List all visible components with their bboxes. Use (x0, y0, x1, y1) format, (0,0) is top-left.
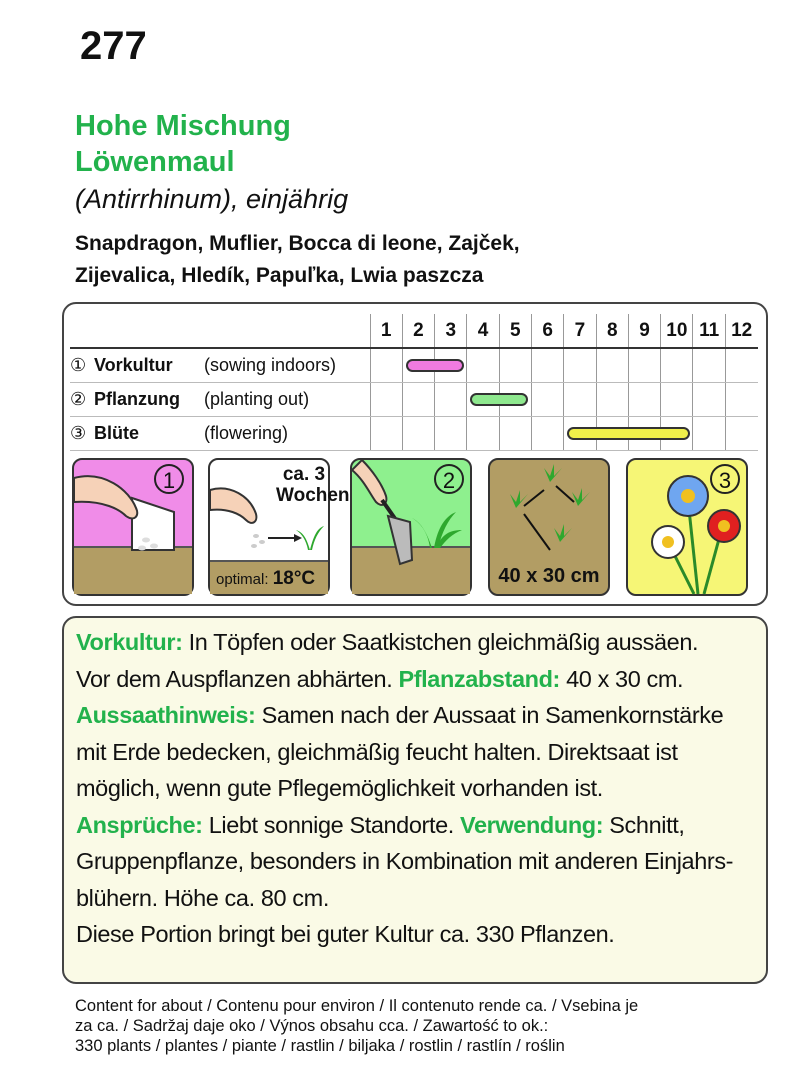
month-4: 4 (467, 314, 499, 348)
month-5: 5 (499, 314, 531, 348)
title-line1: Hohe Mischung (75, 110, 291, 142)
calendar-header-row (70, 314, 758, 348)
calendar-row-pflanzung (70, 382, 758, 416)
row-label-en: (planting out) (204, 388, 310, 409)
month-10: 10 (661, 314, 693, 348)
footer-line: 330 plants / plantes / piante / rastlin / biljaka / rostlin / rastlín / roślin (75, 1037, 565, 1055)
month-6: 6 (531, 314, 563, 348)
bar-vorkultur (406, 359, 464, 372)
month-12: 12 (725, 314, 757, 348)
optimal-temperature: optimal: 18°C (216, 568, 316, 589)
info-line: Vorkultur: In Töpfen oder Saatkistchen gleichmäßig aussäen. (76, 629, 699, 655)
product-number: 277 (80, 24, 147, 68)
step-number: ① (70, 354, 87, 375)
calendar-corner (70, 314, 370, 348)
weeks-label: ca. 3 Wochen (276, 464, 350, 506)
info-line: möglich, wenn gute Pflegemöglichkeit vorhanden ist. (76, 775, 603, 801)
row-label: Pflanzung (94, 388, 180, 409)
step-badge: 1 (154, 464, 184, 494)
latin-name: (Antirrhinum), einjährig (75, 184, 349, 214)
bar-pflanzung (470, 393, 528, 406)
info-box (62, 616, 768, 984)
step-number: ③ (70, 422, 87, 443)
content-footer (75, 996, 775, 1056)
pictogram-germination (208, 458, 350, 596)
pictogram-sowing (72, 458, 194, 596)
info-line: Aussaathinweis: Samen nach der Aussaat in Samenkornstärke (76, 702, 724, 728)
pictogram-flowering (626, 458, 748, 596)
row-label-en: (flowering) (204, 422, 289, 443)
row-label: Vorkultur (94, 354, 173, 375)
footer-line: za ca. / Sadržaj daje oko / Výnos obsahu cca. / Zawartość to ok.: (75, 1017, 549, 1035)
month-3: 3 (435, 314, 467, 348)
step-number: ② (70, 388, 87, 409)
footer-line: Content for about / Contenu pour environ / Il contenuto rende ca. / Vsebina je (75, 997, 639, 1015)
month-1: 1 (370, 314, 402, 348)
info-line: Diese Portion bringt bei guter Kultur ca. 330 Pflanzen. (76, 921, 615, 947)
common-names-line1: Snapdragon, Muflier, Bocca di leone, Zajček, (75, 232, 520, 255)
info-line: Ansprüche: Liebt sonnige Standorte. Verwendung: Schnitt, (76, 811, 685, 838)
month-2: 2 (402, 314, 434, 348)
pictogram-planting (350, 458, 472, 596)
step-badge: 3 (710, 464, 740, 494)
bar-bluete (567, 427, 690, 440)
step-badge: 2 (434, 464, 464, 494)
month-7: 7 (564, 314, 596, 348)
info-line: blühern. Höhe ca. 80 cm. (76, 884, 329, 911)
title-line2: Löwenmaul (75, 146, 235, 178)
month-9: 9 (628, 314, 660, 348)
info-line: mit Erde bedecken, gleichmäßig feucht halten. Direktsaat ist (76, 738, 678, 765)
month-11: 11 (693, 314, 725, 348)
info-line: Vor dem Auspflanzen abhärten. Pflanzabstand: 40 x 30 cm. (76, 665, 684, 692)
row-label-en: (sowing indoors) (204, 354, 337, 375)
common-names-line2: Zijevalica, Hledík, Papuľka, Lwia paszcza (75, 264, 484, 287)
info-line: Gruppenpflanze, besonders in Kombination mit anderen Einjahrs- (76, 848, 734, 874)
spacing-label: 40 x 30 cm (498, 565, 600, 587)
row-label: Blüte (94, 422, 139, 443)
month-8: 8 (596, 314, 628, 348)
pictogram-spacing (488, 458, 610, 596)
